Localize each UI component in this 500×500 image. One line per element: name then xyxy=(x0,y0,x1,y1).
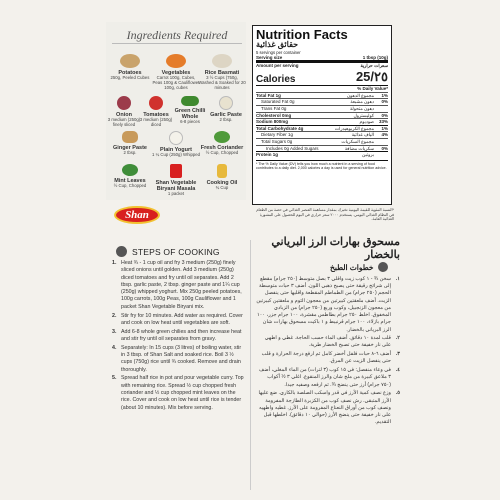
step-number: ١. xyxy=(395,276,400,282)
ginger-icon xyxy=(122,131,138,143)
mint-icon xyxy=(122,164,138,176)
potato-icon xyxy=(120,54,140,68)
yogurt-icon xyxy=(169,131,183,145)
nutrient-row xyxy=(256,138,388,145)
nutrient-label-ar: مجموع السكريات xyxy=(341,139,374,145)
nutrient-row xyxy=(256,145,388,152)
nutrient-rows xyxy=(256,92,388,158)
pot-icon xyxy=(378,262,388,272)
nutrient-daily-value xyxy=(378,152,388,158)
step-text: Stir fry for 10 minutes. Add water as required. Cover and cook on low heat until vegetables are soft. xyxy=(121,312,243,326)
ingredients-divider xyxy=(112,43,242,44)
nutrient-row xyxy=(256,118,388,125)
cooking-step xyxy=(112,329,246,344)
ingredient-rice: Rice Basmati 3 ½ Cups (750g, Washed & Soaked for 20 minutes xyxy=(198,54,246,91)
step-number: ٥. xyxy=(395,390,400,397)
ingredient-yogurt: Plain Yogurt 1 ¼ Cup (250g) Whipped xyxy=(152,131,200,158)
step-number: ٢. xyxy=(395,335,400,342)
cooking-step xyxy=(112,260,246,311)
steps-list-ar xyxy=(256,276,400,428)
nutrition-title-ar: حقائق غذائية xyxy=(256,40,299,49)
nutrient-label: Trans Fat 0g xyxy=(261,105,287,111)
arabic-product-title: مسحوق بهارات الرز البرياني بالخضار xyxy=(271,236,400,261)
ingredient-onion: Onion 3 medium (250g) finely sliced xyxy=(104,96,144,128)
nutrient-label-ar: ألياف غذائية xyxy=(351,132,374,138)
ingredient-green-chilli: Green Chilli Whole 6-8 pieces xyxy=(168,96,212,125)
step-number: 5. xyxy=(112,375,117,382)
vegetables-icon xyxy=(166,54,186,68)
nutrient-label: Total Fat 1g xyxy=(256,92,281,98)
calories-row: Calories 25/٢٥ xyxy=(256,69,388,86)
servings-per-container: 5 servings per container xyxy=(256,49,301,55)
oil-bottle-icon xyxy=(217,164,227,178)
step-text: أضف ٦-٨ حبات فلفل أخضر كامل ثم ارفع درجة الحرارة و قلب حتى ينفصل الزيت عن المرق. xyxy=(261,351,391,365)
nutrient-daily-value: 33% xyxy=(378,119,388,125)
ingredient-potatoes: Potatoes 250g, Peeled Cubes xyxy=(106,54,154,81)
nutrient-label: Total Sugars 0g xyxy=(261,139,293,145)
nutrient-row xyxy=(256,98,388,105)
step-text: Spread half rice in pot and pour vegetable curry. Top with remaining rice. Spread ½ cup chopped fresh coriander and ½ cup chopped mint leaves on the rice. Cover and cook on low heat until rice is tender (about 10 minutes). Mix before serving. xyxy=(121,375,244,411)
ingredient-vegetables: Vegetables Carrot 100g, Cubes, Peas 100g & Cauliflower 100g, cubes xyxy=(152,54,200,91)
steps-heading: STEPS OF COOKING xyxy=(116,246,220,257)
nutrient-label: Protein 1g xyxy=(256,152,279,158)
steps-heading-ar: خطوات الطبخ xyxy=(330,262,400,272)
shan-logo: Shan xyxy=(114,206,160,224)
nutrient-label: Total Carbohydrate 4g xyxy=(256,125,304,131)
step-text: Heat ¾ - 1 cup oil and fry 3 medium (250g) finely sliced onions until golden. Add 3 medium (250g) diced tomatoes and fry until oil separates. Add 2 tbsp. garlic paste, 2 tbsp. ginger paste and 1¼ cup (250g) whipped yoghurt. Mix 250g peeled potatoes, 100g carrots, 100g Peas, 100g Cauliflower and 1 packet Shan Vegetable Biryani mix. xyxy=(121,260,242,310)
nutrient-label: Dietary Fiber 1g xyxy=(261,132,294,138)
nutrient-label: Cholesterol 0mg xyxy=(256,112,292,118)
nutrient-daily-value: 0% xyxy=(381,112,388,118)
nutrient-label: Sodium 800mg xyxy=(256,119,289,125)
nutrient-row xyxy=(256,131,388,138)
ingredient-coriander: Fresh Coriander ½ Cup, Chopped xyxy=(198,131,246,156)
ingredients-title: Ingredients Required xyxy=(126,28,228,42)
masala-packet-icon xyxy=(170,164,182,178)
nutrient-label-ar: بروتين xyxy=(362,152,374,158)
cooking-step-ar xyxy=(256,276,400,334)
nutrient-label: Includes 0g Added Sugars xyxy=(266,145,319,151)
nutrient-row xyxy=(256,112,388,119)
nutrition-title: Nutrition Facts xyxy=(256,27,348,42)
amount-per-serving: Amount per serving سعرات حرارية xyxy=(256,60,388,69)
nutrient-label: Saturated Fat 0g xyxy=(261,99,295,105)
serving-size-row: Serving size 1 tbsp (10g) xyxy=(256,54,388,60)
nutrient-label-ar: مجموع الدهون xyxy=(346,92,374,98)
chilli-icon xyxy=(181,96,199,106)
cooking-step xyxy=(112,345,246,374)
nutrient-daily-value: 1% xyxy=(381,92,388,98)
rice-icon xyxy=(212,54,232,68)
step-text: وزع نصف كمية الأرز في قدر واسكب الصلصة بالكاري. ضع عليها الأرز المتبقي. رش نصف كوب من الكزبرة الطازجة المفرومة ونصف كوب من أوراق النعناع المفرومة على الأرز. غطيه واطهيه على نار خفيفة حتى ينضج الأرز (حوالي ١٠ دقائق). اخلطها قبل التقديم. xyxy=(258,390,391,426)
cooking-step-ar xyxy=(256,351,400,365)
coriander-icon xyxy=(214,131,230,143)
arabic-footnote: *النسبة المئوية للقيمة اليومية تخبرك بمقدار مساهمة العنصر الغذائي في حصة من الطعام في النظام الغذائي اليومي. يستخدم ٢٠٠٠ سعر حراري في اليوم للحصول على المشورة الغذائية العامة. xyxy=(256,208,394,222)
nutrient-daily-value: 0% xyxy=(381,99,388,105)
ingredient-mint: Mint Leaves ½ Cup, Chopped xyxy=(106,164,154,189)
nutrient-row xyxy=(256,105,388,112)
step-number: ٤. xyxy=(395,367,400,374)
nutrient-row xyxy=(256,92,388,99)
step-number: 2. xyxy=(112,312,117,319)
nutrient-daily-value xyxy=(378,139,388,145)
nutrient-row xyxy=(256,151,388,158)
nutrient-label-ar: صوديوم xyxy=(359,119,374,125)
column-divider xyxy=(250,240,251,490)
cooking-step xyxy=(112,375,246,411)
nutrient-daily-value xyxy=(378,106,388,112)
tomato-icon xyxy=(149,96,163,110)
step-text: Separately: In 15 cups (3 litres) of boiling water, stir in 3 tbsp. of Shan Salt and soaked rice. Boil 3 ½ cups (750g) rice until ¾ cooked. Remove and drain thoroughly. xyxy=(121,344,242,373)
ingredient-tomatoes: Tomatoes 3 medium (250g) diced xyxy=(136,96,176,128)
onion-icon xyxy=(117,96,131,110)
cooking-step-ar xyxy=(256,335,400,349)
steps-list xyxy=(112,260,246,413)
ingredient-garlic: Garlic Paste 2 tbsp. xyxy=(206,96,246,123)
pot-icon xyxy=(116,246,127,257)
nutrient-daily-value: 0% xyxy=(381,145,388,151)
nutrient-daily-value: 4% xyxy=(381,132,388,138)
daily-value-header: % Daily Value* xyxy=(256,85,388,92)
ingredient-ginger: Ginger Paste 2 tbsp. xyxy=(106,131,154,156)
nutrient-label-ar: دهون متحولة xyxy=(349,105,374,111)
nutrient-label-ar: دهون مشبعة xyxy=(350,99,374,105)
nutrition-footnote: * The % Daily Value (DV) tells you how much a nutrient in a serving of food contributes to a daily diet. 2,000 calories a day is used for general nutrition advice. xyxy=(256,161,387,171)
ingredient-masala: Shan Vegetable Biryani Masala 1 packet xyxy=(150,164,202,197)
nutrient-label-ar: كوليسترول xyxy=(353,112,374,118)
step-number: 3. xyxy=(112,328,117,335)
ingredient-oil: Cooking Oil ¾ Cup xyxy=(198,164,246,191)
nutrient-row xyxy=(256,125,388,132)
nutrient-label-ar: سكريات مضافة xyxy=(344,145,374,151)
step-text: في وعاء منفصل: في ١٥ كوب (٣ لترات) من الماء المغلي، أضف ٣ ملاعق كبيرة من ملح شان والرز المنقوع. اغلي ٣ ½ أكواب (٧٥٠ جرام) أرز حتى ينضج ¾. ثم ارفعه وصفيه جيدا. xyxy=(259,367,391,388)
garlic-icon xyxy=(219,96,233,110)
step-number: ٣. xyxy=(395,351,400,358)
step-text: سخن ¾ - ١ كوب زيت واقلي ٣ بصل متوسط (٢٥٠ جرام) مقطع إلى شرائح رقيقة حتى يصبح ذهبي اللون. أضف ٣ حبات متوسطة الحجم (٢٥٠ جرام) من الطماطم المقطعة واقليها حتى ينفصل الزيت. أضف ملعقتين كبيرتين من معجون الثوم و ملعقتين كبيرتين من معجون الزنجبيل، وكوب وربع (٢٥٠ جرام) من الزبادي المخفوق. اخلط ٢٥٠ جرام بطاطس مقشرة، ١٠٠ جرام جزر، ١٠٠ جرام بازلاء، ١٠٠ جرام قرنبيط و ١ باكيت مسحوق بهارات شان الرز البرياني بالخضار. xyxy=(256,276,391,333)
cooking-step-ar xyxy=(256,390,400,426)
step-number: 4. xyxy=(112,344,117,351)
nutrition-facts-panel xyxy=(252,25,392,205)
nutrient-daily-value: 1% xyxy=(381,125,388,131)
cooking-step xyxy=(112,313,246,328)
nutrient-label-ar: مجموع الكربوهيدرات xyxy=(334,125,374,131)
step-text: Add 6-8 whole green chilies and then increase heat and stir fry until oil separates from gravy. xyxy=(121,328,242,342)
step-text: قلب لمدة ١٠ دقائق. أضف الماء حسب الحاجة. غطي و اطهي على نار خفيفة حتى تصبح الخضار طرية. xyxy=(264,335,391,349)
step-number: 1. xyxy=(112,260,117,266)
cooking-step-ar xyxy=(256,367,400,389)
